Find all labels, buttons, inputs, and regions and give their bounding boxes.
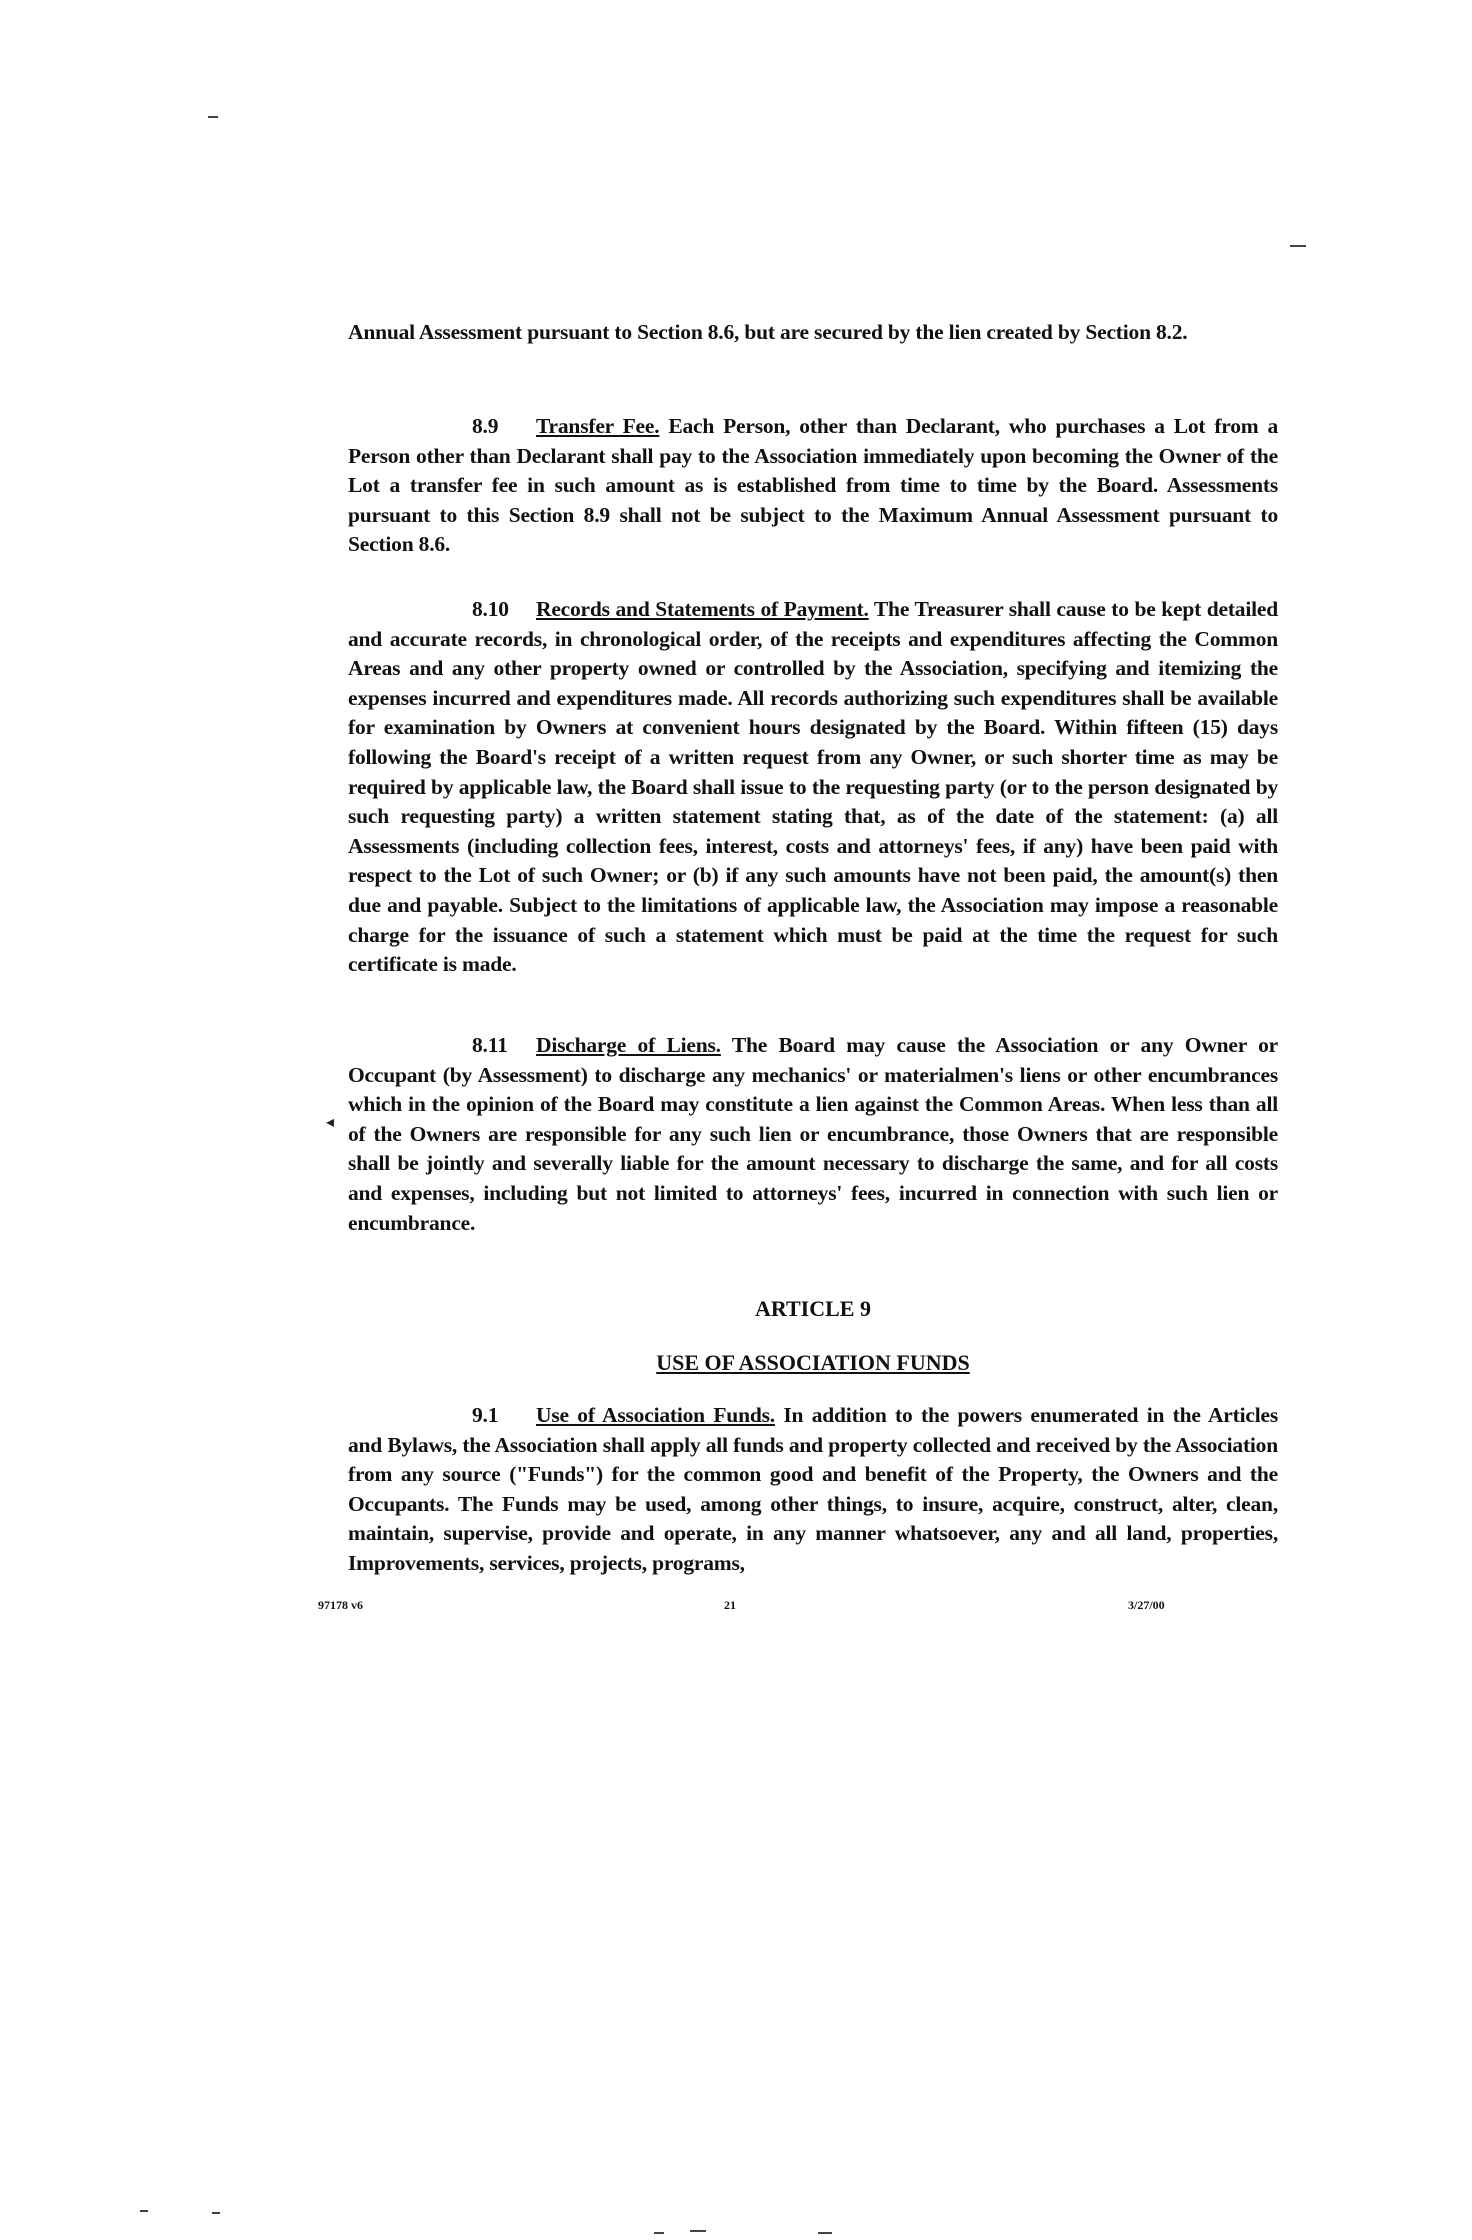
scan-speck: [818, 2232, 832, 2234]
section-9-1: [348, 1401, 1278, 1579]
section-text: Each Person, other than Declarant, who purchases a Lot from a Person other than Declarant shall pay to the Association immediately upon becoming the Owner of the Lot a transfer fee in such amount as is established from time to time by the Board. Assessments pursuant to this Section 8.9 shall not be subject to the Maximum Annual Assessment pursuant to Section 8.6.: [348, 414, 1278, 557]
section-text: In addition to the powers enumerated in the Articles and Bylaws, the Association shall apply all funds and property collected and received by the Association from any source ("Funds") for the common good and benefit of the Property, the Owners and the Occupants. The Funds may be used, among other things, to insure, acquire, construct, alter, clean, maintain, supervise, provide and operate, in any manner whatsoever, any and all land, properties, Improvements, services, projects, programs,: [348, 1403, 1278, 1575]
section-heading: Discharge of Liens.: [536, 1033, 721, 1057]
section-number: 8.10: [472, 597, 509, 621]
article-subtitle: USE OF ASSOCIATION FUNDS: [656, 1350, 970, 1375]
section-8-10: [348, 595, 1278, 980]
scan-speck: [140, 2210, 148, 2212]
section-text: The Treasurer shall cause to be kept detailed and accurate records, in chronological order, of the receipts and expenditures affecting the Common Areas and any other property owned or controlled by the Association, specifying and itemizing the expenses incurred and expenditures made. All records authorizing such expenditures shall be available for examination by Owners at convenient hours designated by the Board. Within fifteen (15) days following the Board's receipt of a written request from any Owner, or such shorter time as may be required by applicable law, the Board shall issue to the requesting party (or to the person designated by such requesting party) a written statement stating that, as of the date of the statement: (a) all Assessments (including collection fees, interest, costs and attorneys' fees, if any) have been paid with respect to the Lot of such Owner; or (b) if any such amounts have not been paid, the amount(s) then due and payable. Subject to the limitations of applicable law, the Association may impose a reasonable charge for the issuance of such a statement which must be paid at the time the request for such certificate is made.: [348, 597, 1278, 977]
section-heading: Transfer Fee.: [536, 414, 660, 438]
footer-doc-id: 97178 v6: [318, 1598, 363, 1612]
section-8-9: [348, 412, 1278, 560]
section-text: The Board may cause the Association or any Owner or Occupant (by Assessment) to discharge any mechanics' or materialmen's liens or other encumbrances which in the opinion of the Board may constitute a lien against the Common Areas. When less than all of the Owners are responsible for any such lien or encumbrance, those Owners that are responsible shall be jointly and severally liable for the amount necessary to discharge the same, and for all costs and expenses, including but not limited to attorneys' fees, incurred in connection with such lien or encumbrance.: [348, 1033, 1278, 1235]
scan-speck: [654, 2232, 664, 2234]
section-heading: Records and Statements of Payment.: [536, 597, 869, 621]
scan-speck: [1290, 245, 1306, 247]
section-number: 8.11: [472, 1033, 508, 1057]
article-title: ARTICLE 9: [755, 1296, 871, 1321]
footer-page-number: 21: [724, 1598, 736, 1612]
section-heading: Use of Association Funds.: [536, 1403, 775, 1427]
scan-speck: [208, 116, 218, 118]
scan-speck: [212, 2212, 220, 2214]
section-8-11: [348, 1031, 1278, 1238]
margin-arrow-icon: ◂: [326, 1114, 335, 1131]
scan-speck: [690, 2230, 706, 2232]
section-number: 9.1: [472, 1403, 499, 1427]
footer-date: 3/27/00: [1128, 1598, 1165, 1612]
intro-paragraph: Annual Assessment pursuant to Section 8.6, but are secured by the lien created by Section 8.2.: [348, 320, 1188, 344]
section-number: 8.9: [472, 414, 499, 438]
